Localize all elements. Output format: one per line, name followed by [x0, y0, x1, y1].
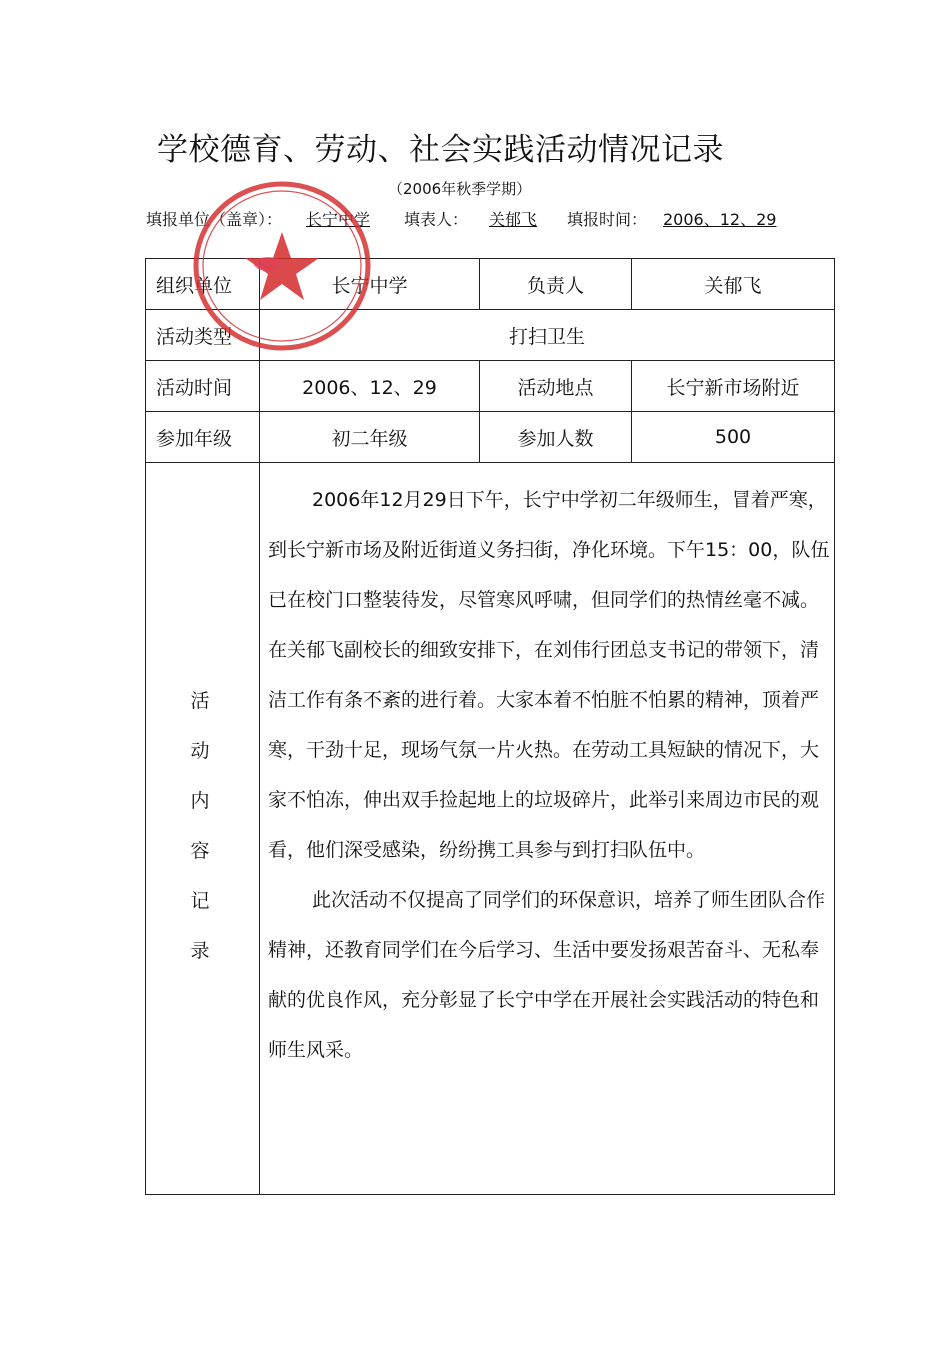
content-label-vertical [189, 688, 211, 988]
time-label: 活动时间 [146, 361, 260, 412]
count-label: 参加人数 [480, 412, 632, 463]
content-paragraph: 此次活动不仅提高了同学们的环保意识，培养了师生团队合作精神，还教育同学们在今后学习、生活中要发扬艰苦奋斗、无私奉献的优良作风，充分彰显了长宁中学在开展社会实践活动的特色和师生风采。 [268, 889, 826, 1061]
type-label: 活动类型 [146, 310, 260, 361]
date-value: 2006、12、29 [663, 210, 777, 229]
activity-record-table [145, 258, 835, 1195]
content-label-char: 录 [190, 940, 210, 962]
grade-label: 参加年级 [146, 412, 260, 463]
grade-value: 初二年级 [260, 412, 480, 463]
filler-value: 关郁飞 [489, 210, 538, 229]
table-row [146, 463, 835, 1195]
page-title: 学校德育、劳动、社会实践活动情况记录 [157, 132, 724, 168]
content-label-char: 活 [190, 690, 210, 712]
filler-label: 填表人： [404, 210, 469, 229]
page-subtitle: （2006年秋季学期） [388, 180, 532, 198]
place-value: 长宁新市场附近 [632, 361, 835, 412]
content-paragraph: 2006年12月29日下午，长宁中学初二年级师生，冒着严寒，到长宁新市场及附近街道义务扫街，净化环境。下午15：00，队伍已在校门口整装待发，尽管寒风呼啸，但同学们的热情丝毫不减。在关郁飞副校长的细致安排下，在刘伟行团总支书记的带领下，清洁工作有条不紊的进行着。大家本着不怕脏不怕累的精神，顶着严寒，干劲十足，现场气氛一片火热。在劳动工具短缺的情况下，大家不怕冻，伸出双手捡起地上的垃圾碎片，此举引来周边市民的观看，他们深受感染，纷纷携工具参与到打扫队伍中。 [268, 489, 830, 861]
content-label-char: 容 [190, 840, 210, 862]
unit-label: 填报单位（盖章）： [146, 210, 283, 229]
content-label-char: 内 [190, 790, 210, 812]
table-row [146, 310, 835, 361]
time-value: 2006、12、29 [260, 361, 480, 412]
table-row [146, 259, 835, 310]
type-value: 打扫卫生 [260, 310, 835, 361]
content-cell [260, 463, 835, 1195]
leader-label: 负责人 [480, 259, 632, 310]
org-value: 长宁中学 [260, 259, 480, 310]
count-value: 500 [632, 412, 835, 463]
unit-value: 长宁中学 [306, 210, 371, 229]
content-label-char: 记 [190, 890, 210, 912]
place-label: 活动地点 [480, 361, 632, 412]
date-label: 填报时间： [567, 210, 648, 229]
org-label: 组织单位 [146, 259, 260, 310]
content-label-char: 动 [190, 740, 210, 762]
table-row [146, 361, 835, 412]
leader-value: 关郁飞 [632, 259, 835, 310]
table-row [146, 412, 835, 463]
